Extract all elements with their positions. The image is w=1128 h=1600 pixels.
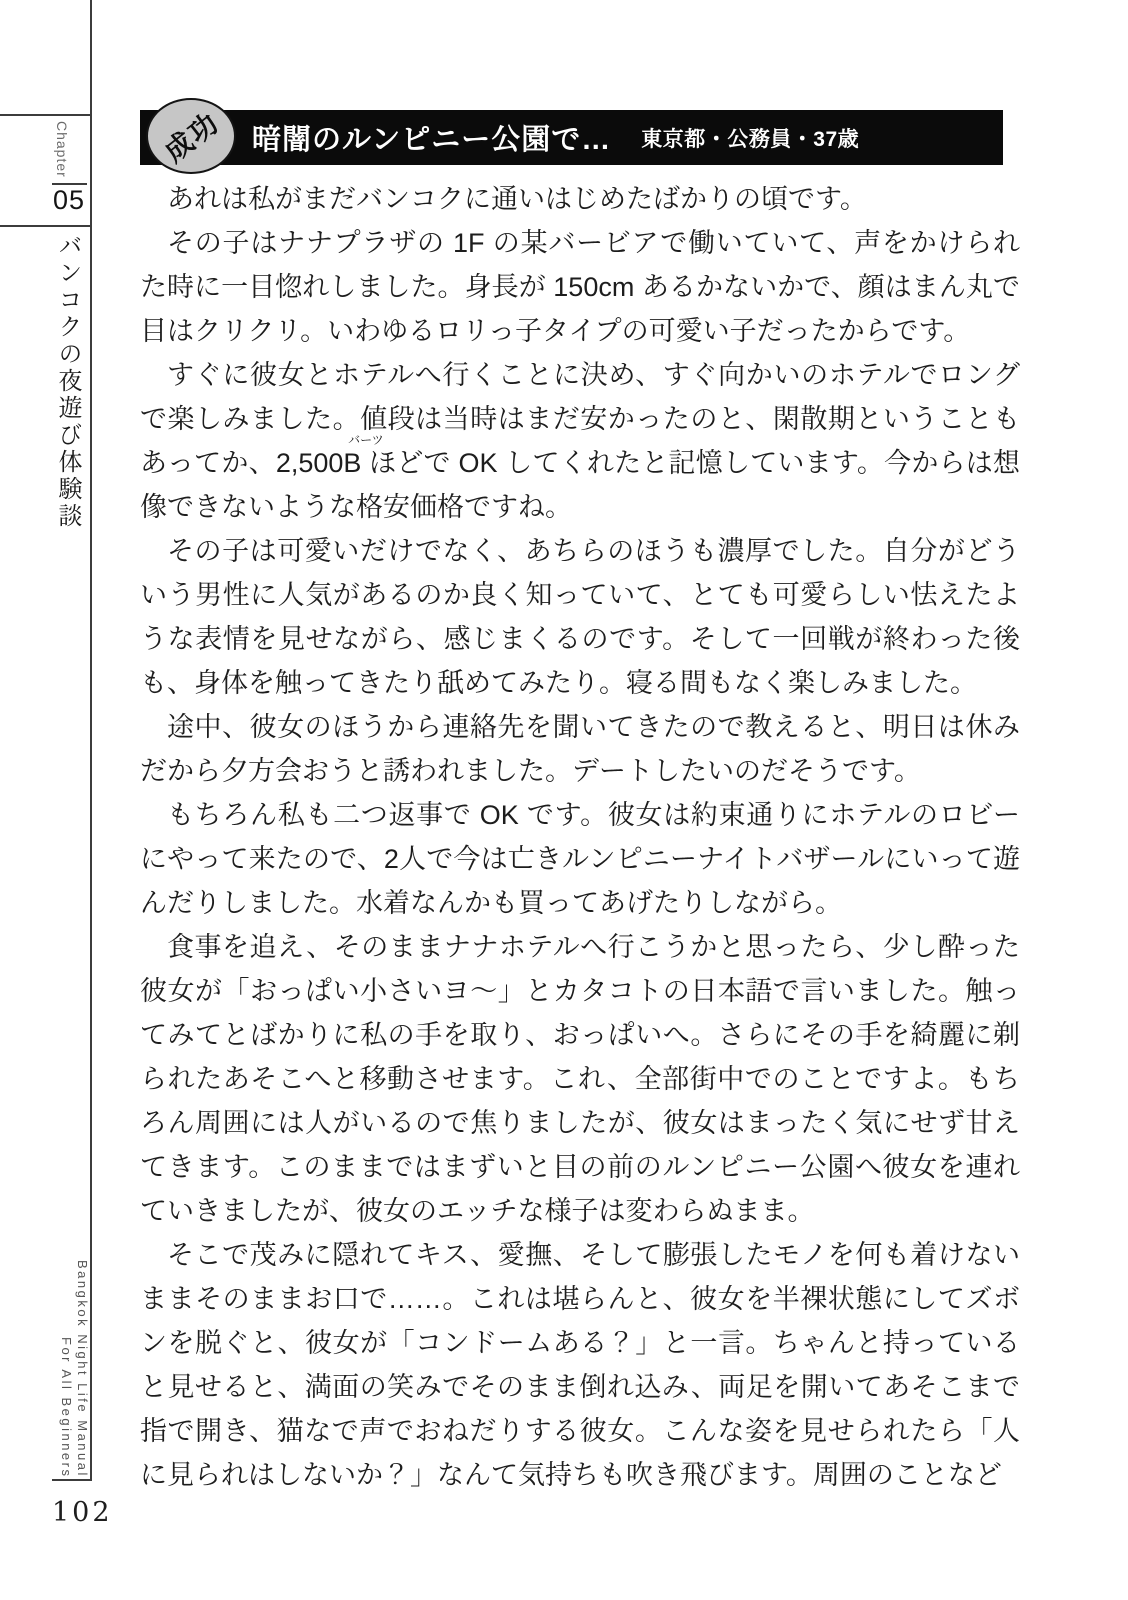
- section-header-bar: [140, 110, 1003, 165]
- sidebar-footer-rule: [52, 1479, 92, 1481]
- sidebar-bottom-rule: [0, 225, 90, 227]
- book-title-line-1: Bangkok Night Life Manual: [75, 1260, 90, 1478]
- baht-price: [343, 433, 384, 478]
- baht-price-base: B: [343, 448, 362, 478]
- paragraph-8: そこで茂みに隠れてキス、愛撫、そして膨張したモノを何も着けないままそのままお口で……。これは堪らんと、彼女を半裸状態にしてズボンを脱ぐと、彼女が「コンドームある？」と一言。ちゃんと持っていると見せると、満面の笑みでそのまま倒れ込み、両足を開いてあそこまで指で開き、猫なで声でおねだりする彼女。こんな姿を見せられたら「人に見られはしないか？」なんて気持ちも吹き飛びます。周囲のことなど: [140, 1240, 1020, 1490]
- paragraph-6: もちろん私も二つ返事で OK です。彼女は約束通りにホテルのロビーにやって来たので、2人で今は亡きルンピニーナイトバザールにいって遊んだりしました。水着なんかも買ってあげたりしながら。: [140, 800, 1020, 918]
- chapter-title-vertical: バンコクの夜遊び体験談: [54, 233, 81, 530]
- success-stamp-label: 成功: [158, 106, 226, 168]
- chapter-number: 05: [53, 185, 86, 215]
- baht-price-ruby: バーツ: [348, 433, 384, 447]
- paragraph-5: 途中、彼女のほうから連絡先を聞いてきたので教えると、明日は休みだから夕方会おうと誘われました。デートしたいのだそうです。: [140, 712, 1020, 786]
- section-title: 暗闇のルンピニー公園で…: [252, 124, 612, 156]
- sidebar-top-rule: [0, 114, 90, 116]
- paragraph-2: その子はナナプラザの 1F の某バービアで働いていて、声をかけられた時に一目惚れしました。身長が 150cm あるかないかで、顔はまん丸で目はクリクリ。いわゆるロリっ子タイプの可愛い子だったからです。: [140, 228, 1020, 346]
- paragraph-3: [140, 353, 1020, 529]
- book-title-vertical: [50, 1226, 90, 1478]
- paragraph-4: その子は可愛いだけでなく、あちらのほうも濃厚でした。自分がどういう男性に人気があるのか良く知っていて、とても可愛らしい怯えたような表情を見せながら、感じまくるのです。そして一回戦が終わった後も、身体を触ってきたり舐めてみたり。寝る間もなく楽しみました。: [140, 536, 1020, 698]
- sidebar-vertical-rule: [90, 0, 92, 1481]
- paragraph-7: 食事を追え、そのままナナホテルへ行こうかと思ったら、少し酔った彼女が「おっぱい小さいヨ〜」とカタコトの日本語で言いました。触ってみてとばかりに私の手を取り、おっぱいへ。さらにその手を綺麗に剃られたあそこへと移動させます。これ、全部街中でのことですよ。もちろん周囲には人がいるので焦りましたが、彼女はまったく気にせず甘えてきます。このままではまずいと目の前のルンピニー公園へ彼女を連れていきましたが、彼女のエッチな様子は変わらぬまま。: [140, 932, 1020, 1226]
- paragraph-1: あれは私がまだバンコクに通いはじめたばかりの頃です。: [167, 184, 867, 214]
- page-number: 102: [52, 1497, 113, 1528]
- article-body: [140, 177, 1020, 1497]
- paragraph-3-post: ほどで OK してくれたと記憶しています。今からは想像できないような格安価格ですね。: [140, 448, 1020, 522]
- book-title-line-2: For All Beginners: [59, 1336, 74, 1478]
- chapter-label: Chapter: [54, 121, 70, 178]
- success-stamp-badge: [146, 98, 236, 174]
- section-byline: 東京都・公務員・37歳: [641, 127, 860, 151]
- paragraph-3-pre: すぐに彼女とホテルへ行くことに決め、すぐ向かいのホテルでロングで楽しみました。値段は当時はまだ安かったのと、閑散期ということもあってか、2,500: [140, 360, 1020, 478]
